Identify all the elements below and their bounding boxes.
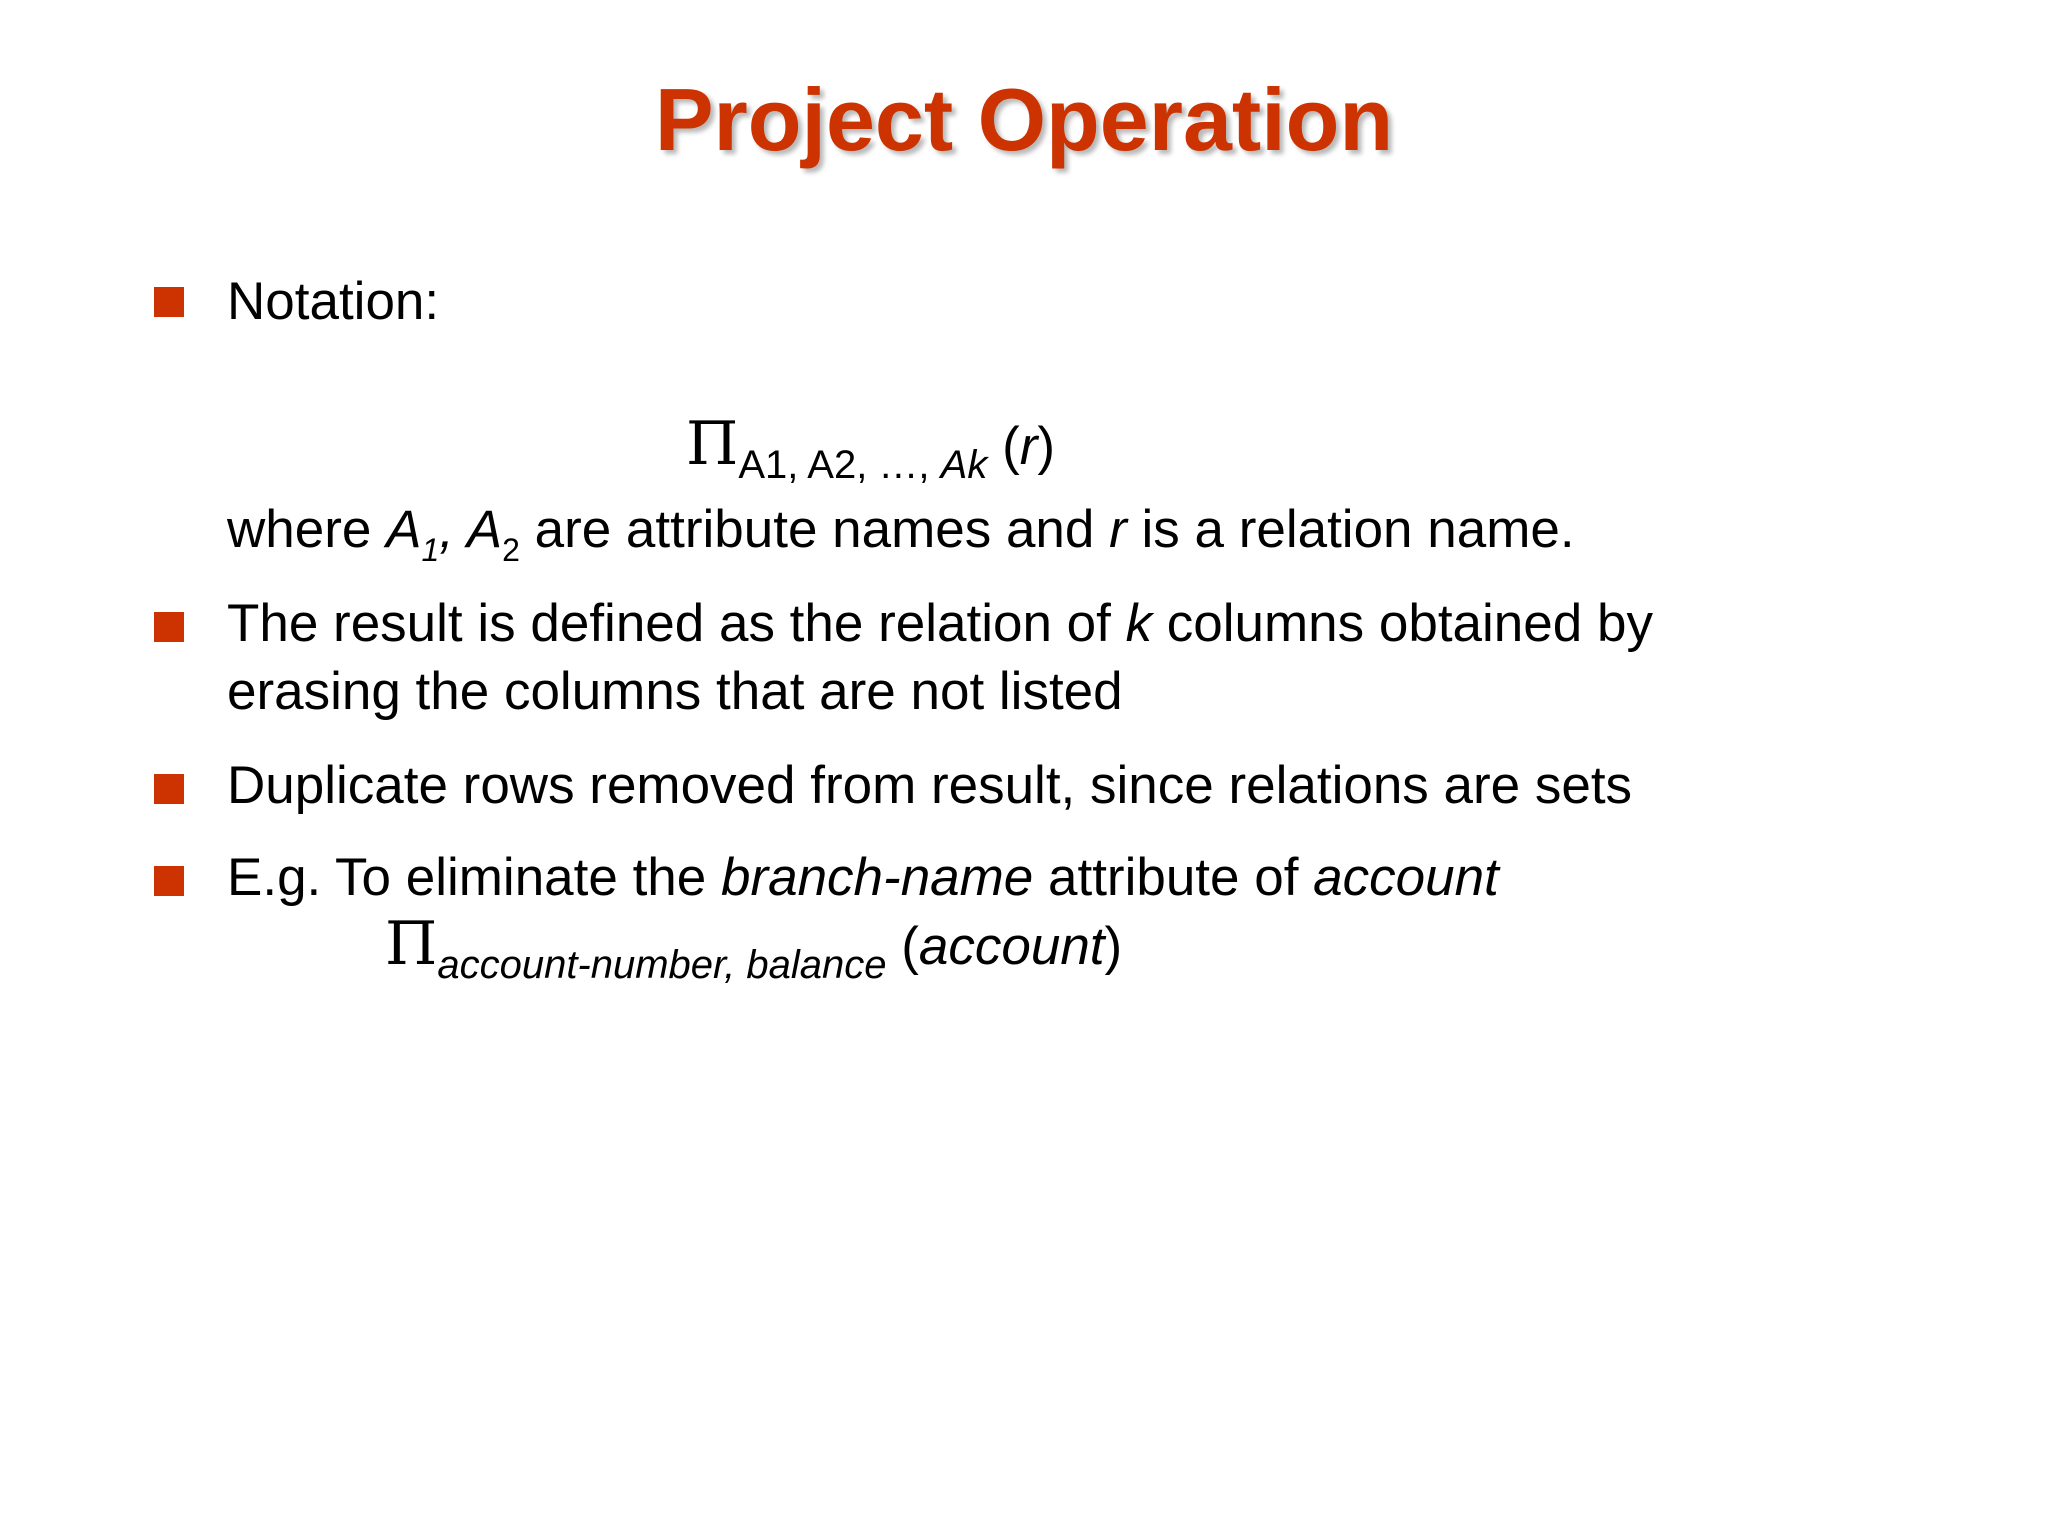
result-definition-line2: erasing the columns that are not listed: [227, 662, 1123, 721]
where-line: where $A_1$, $A_2$ are attribute names and r is a relation name.: [227, 500, 1575, 568]
result-definition-line1: The result is defined as the relation of k columns obtained by: [227, 594, 1653, 653]
notation-label: Notation:: [227, 272, 440, 331]
duplicate-rows-text: Duplicate rows removed from result, since relations are sets: [227, 756, 1633, 815]
pi-symbol: Π: [686, 409, 739, 479]
slide-title: Project Operation: [654, 70, 1394, 169]
example-formula: $\Pi_{account-number, balance}$ (account): [385, 909, 1123, 987]
pi-symbol: Π: [385, 909, 438, 979]
formula-arg: r: [1019, 417, 1038, 476]
bullet-icon: [154, 774, 184, 804]
formula-subscript: A1, A2, …, Ak: [738, 443, 988, 487]
example-line: E.g. To eliminate the branch-name attribute of account: [227, 848, 1499, 907]
bullet-icon: [154, 287, 184, 317]
formula-subscript: account-number, balance: [437, 943, 887, 987]
bullet-icon: [154, 612, 184, 642]
bullet-icon: [154, 866, 184, 896]
formula-arg: account: [918, 917, 1105, 976]
projection-formula: $\Pi_{A1, A2, \dots, Ak}$ (r): [686, 409, 1056, 487]
